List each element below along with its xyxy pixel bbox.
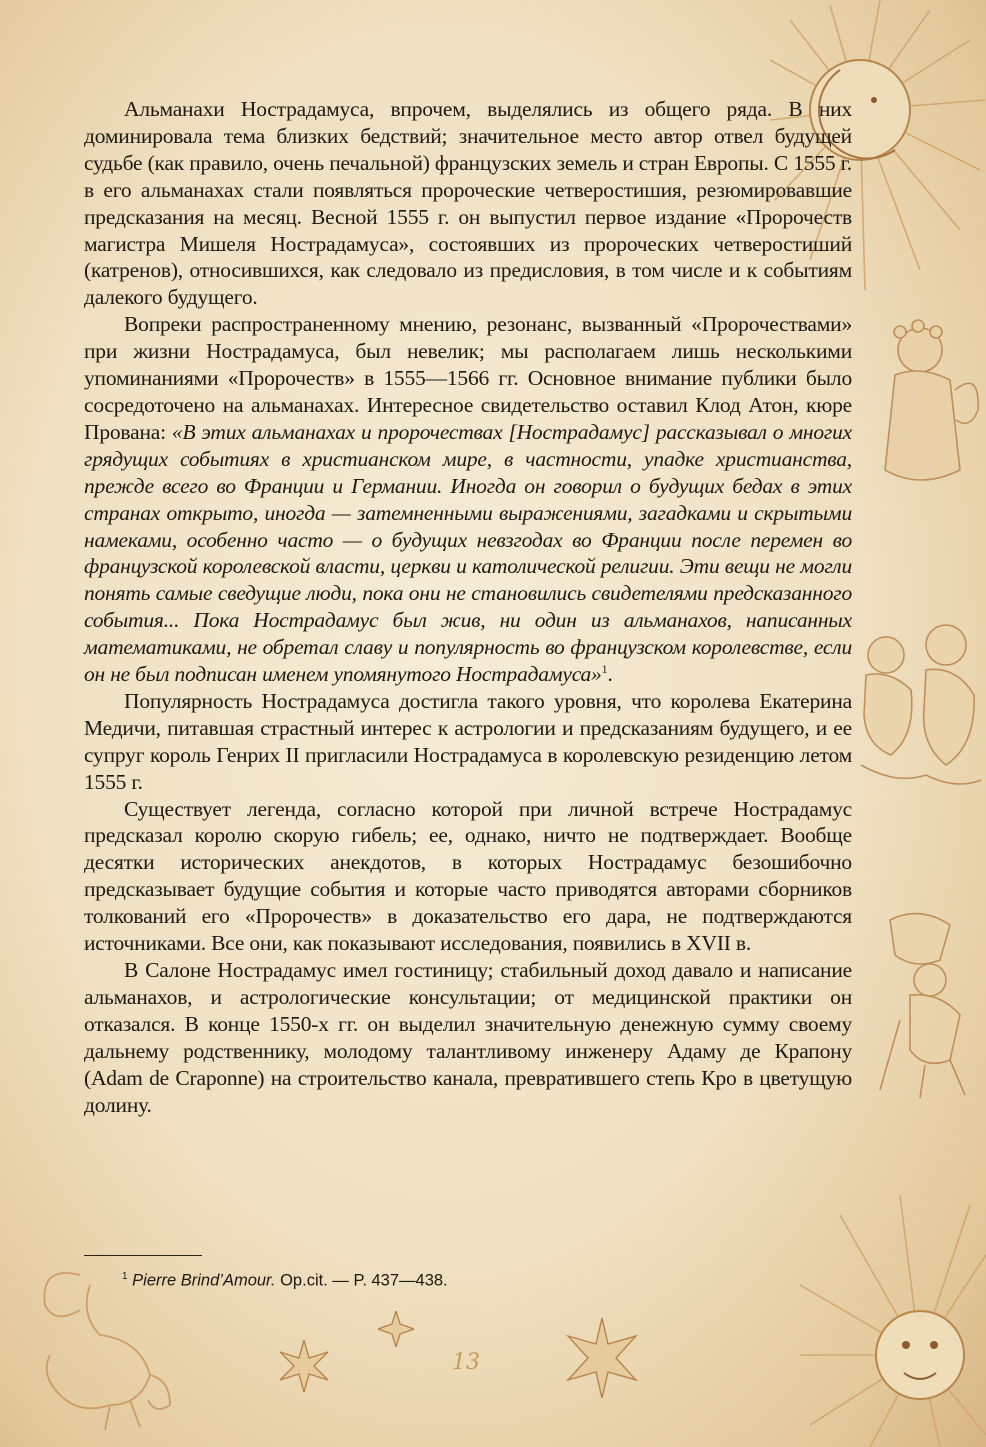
paragraph-1-text: Альманахи Нострадамуса, впрочем, выделялись из общего ряда. В них доминировала тема близких бедствий; значительное место автор отвел будущей судьбе (как правило, очень печальной) французских земель и стран Европы. С 1555 г. в его альманахах стали появляться пророческие четверостишия, резюмировавшие предсказания на месяц. Весной 1555 г. он выпустил первое издание «Пророчеств магистра Мишеля Нострадамуса», состоявших из пророческих четверостиший (катренов), относившихся, как следовало из предисловия, в том числе и к событиям далекого будущего. — [84, 97, 852, 310]
footnote-number: 1 — [122, 1271, 128, 1282]
footnote-divider — [84, 1255, 202, 1256]
footnote-author: Pierre Brind’Amour. — [132, 1271, 276, 1290]
angel-ornament-right — [860, 310, 986, 510]
star-ornament-1 — [378, 1311, 414, 1347]
paragraph-3-text: Популярность Нострадамуса достигла такого уровня, что королева Екатерина Медичи, питавшая страстный интерес к астрологии и предсказаниям будущего, и ее супруг король Генрих II пригласили Нострадамуса в королевскую резиденцию летом 1555 г. — [84, 688, 852, 794]
paragraph-5 — [84, 957, 852, 1118]
paragraph-3 — [84, 688, 852, 796]
water-bearer-ornament-right — [870, 900, 986, 1100]
paragraph-2-tail: . — [607, 662, 613, 687]
footnote-ref[interactable]: 1 — [601, 661, 608, 676]
cherubs-ornament-right — [856, 615, 986, 815]
paragraph-5-text: В Салоне Нострадамус имел гостиницу; стабильный доход давало и написание альманахов, и астрологические консультации; от медицинской практики он отказался. В конце 1550-х гг. он выделил значительную денежную сумму своему дальнему родственнику, молодому талантливому инженеру Адаму де Крапону (Adam de Craponne) на строительство канала, превратившего степь Кро в цветущую долину. — [84, 958, 852, 1117]
paragraph-2-text: Вопреки распространенному мнению, резонанс, вызванный «Пророчествами» при жизни Нострадамуса, был невелик; мы располагаем лишь несколькими упоминаниями «Пророчеств» в 1555—1566 гг. Основное внимание публики было сосредоточено на альманахах. Интересное свидетельство оставил Клод Атон, кюре Прована: — [84, 312, 852, 444]
paragraph-2 — [84, 311, 852, 688]
paragraph-4 — [84, 796, 852, 957]
paragraph-4-text: Существует легенда, согласно которой при личной встрече Нострадамус предсказал королю скорую гибель; ее, однако, ничто не подтверждает. Вообще десятки исторических анекдотов, в которых Нострадамус безошибочно предсказывает будущие события и которые часто приводятся авторами сборников толкований его «Пророчеств» в доказательство его дара, не подтверждаются источниками. Все они, как показывают исследования, появились в XVII в. — [84, 796, 852, 956]
footnote-source: Op.cit. — P. 437—438. — [275, 1271, 448, 1290]
star-ornament-2 — [278, 1340, 330, 1392]
sun-face-ornament-bottom-right — [800, 1195, 986, 1447]
paragraph-1 — [84, 96, 852, 311]
main-text — [84, 96, 852, 1118]
footnote — [122, 1271, 448, 1291]
star-ornament-3 — [566, 1318, 638, 1398]
quote-italic: «В этих альманахах и пророчествах [Нострадамус] рассказывал о многих грядущих событиях в христианском мире, в частности, упадке христианства, прежде всего во Франции и Германии. Иногда он говорил о будущих бедах в этих странах открыто, иногда — затемненными выражениями, загадками и скрытыми намеками, особенно часто — о будущих невзгодах во Франции после перемен во французской королевской власти, церкви и католической религии. Эти вещи не могли понять самые сведущие люди, пока они не становились свидетелями предсказанного события... Пока Нострадамус был жив, ни один из альманахов, написанных математиками, не обретал славу и популярность во французском королевстве, если он не был подписан именем упомянутого Нострадамуса» — [84, 419, 852, 687]
page-number: 13 — [452, 1350, 480, 1375]
